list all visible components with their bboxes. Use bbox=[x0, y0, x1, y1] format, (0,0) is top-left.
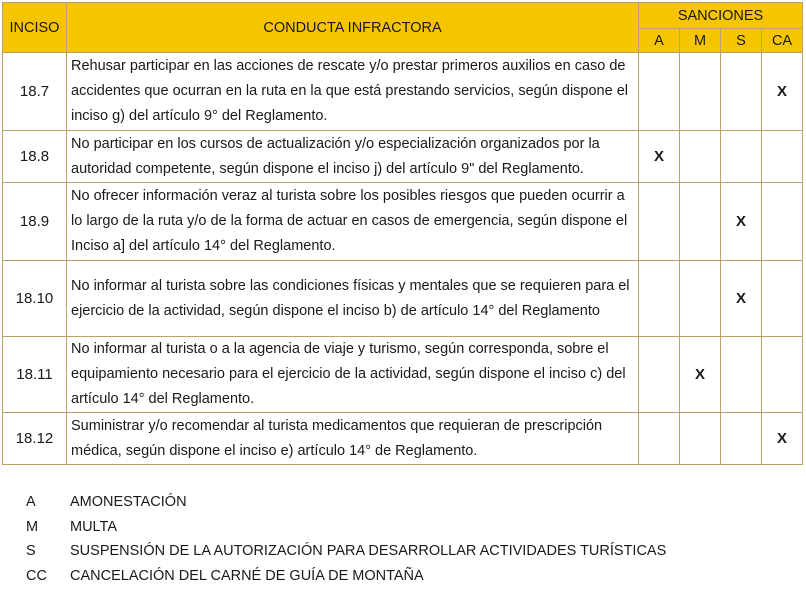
conducta-cell: No informar al turista sobre las condiciones físicas y mentales que se requieren para el ejercicio de la actividad, según dispone el inciso b) de artículo 14° del Reglamento bbox=[67, 261, 639, 337]
mark-ca-cell bbox=[762, 261, 803, 337]
mark-m-cell bbox=[680, 413, 721, 465]
table-row bbox=[3, 183, 803, 261]
mark-m-cell bbox=[680, 131, 721, 183]
table-row bbox=[3, 337, 803, 413]
mark-a-cell: X bbox=[639, 131, 680, 183]
legend-item bbox=[26, 564, 666, 589]
mark-a-cell bbox=[639, 337, 680, 413]
legend-item bbox=[26, 490, 666, 515]
inciso-cell: 18.9 bbox=[3, 183, 67, 261]
legend-code: CC bbox=[26, 567, 47, 584]
header-sancion-a: A bbox=[639, 29, 680, 53]
header-sancion-ca: CA bbox=[762, 29, 803, 53]
mark-m-cell bbox=[680, 261, 721, 337]
mark-s-cell: X bbox=[721, 261, 762, 337]
infractions-table bbox=[2, 2, 803, 465]
header-sanciones: SANCIONES bbox=[639, 3, 803, 29]
inciso-cell: 18.11 bbox=[3, 337, 67, 413]
conducta-cell: No ofrecer información veraz al turista sobre los posibles riesgos que pueden ocurrir a lo largo de la ruta y/o de la forma de actuar en casos de emergencia, según dispone el Inciso a] del artículo 14° del Reglamento. bbox=[67, 183, 639, 261]
mark-ca-cell: X bbox=[762, 53, 803, 131]
legend-code: M bbox=[26, 518, 39, 535]
sanctions-legend bbox=[26, 490, 666, 588]
mark-ca-cell bbox=[762, 183, 803, 261]
mark-s-cell bbox=[721, 53, 762, 131]
conducta-cell: No informar al turista o a la agencia de viaje y turismo, según corresponda, sobre el equipamiento necesario para el ejercicio de la actividad, según dispone el inciso c) del artículo 14° del Reglamento. bbox=[67, 337, 639, 413]
legend-text: SUSPENSIÓN DE LA AUTORIZACIÓN PARA DESARROLLAR ACTIVIDADES TURÍSTICAS bbox=[70, 543, 667, 560]
mark-m-cell bbox=[680, 183, 721, 261]
legend-item bbox=[26, 539, 666, 564]
header-conducta: CONDUCTA INFRACTORA bbox=[67, 3, 639, 53]
legend-text: MULTA bbox=[70, 518, 117, 535]
legend-item bbox=[26, 515, 666, 540]
mark-ca-cell bbox=[762, 337, 803, 413]
inciso-cell: 18.8 bbox=[3, 131, 67, 183]
mark-s-cell bbox=[721, 131, 762, 183]
table-row bbox=[3, 413, 803, 465]
table-row bbox=[3, 261, 803, 337]
header-sancion-m: M bbox=[680, 29, 721, 53]
mark-s-cell bbox=[721, 413, 762, 465]
legend-code: A bbox=[26, 494, 36, 511]
mark-ca-cell: X bbox=[762, 413, 803, 465]
legend-text: CANCELACIÓN DEL CARNÉ DE GUÍA DE MONTAÑA bbox=[70, 567, 424, 584]
conducta-cell: Rehusar participar en las acciones de rescate y/o prestar primeros auxilios en caso de accidentes que ocurran en la ruta en la que está prestando servicios, según dispone el inciso g) del artículo 9° del Reglamento. bbox=[67, 53, 639, 131]
header-inciso: INCISO bbox=[3, 3, 67, 53]
header-sancion-s: S bbox=[721, 29, 762, 53]
mark-m-cell bbox=[680, 53, 721, 131]
inciso-cell: 18.12 bbox=[3, 413, 67, 465]
legend-text: AMONESTACIÓN bbox=[70, 494, 187, 511]
mark-ca-cell bbox=[762, 131, 803, 183]
table-row bbox=[3, 131, 803, 183]
mark-a-cell bbox=[639, 413, 680, 465]
inciso-cell: 18.7 bbox=[3, 53, 67, 131]
mark-a-cell bbox=[639, 53, 680, 131]
mark-a-cell bbox=[639, 183, 680, 261]
inciso-cell: 18.10 bbox=[3, 261, 67, 337]
conducta-cell: Suministrar y/o recomendar al turista medicamentos que requieran de prescripción médica, según dispone el inciso e) artículo 14° de Reglamento. bbox=[67, 413, 639, 465]
mark-m-cell: X bbox=[680, 337, 721, 413]
mark-s-cell: X bbox=[721, 183, 762, 261]
mark-a-cell bbox=[639, 261, 680, 337]
mark-s-cell bbox=[721, 337, 762, 413]
table-row bbox=[3, 53, 803, 131]
legend-code: S bbox=[26, 543, 36, 560]
conducta-cell: No participar en los cursos de actualización y/o especialización organizados por la autoridad competente, según dispone el inciso j) del artículo 9" del Reglamento. bbox=[67, 131, 639, 183]
